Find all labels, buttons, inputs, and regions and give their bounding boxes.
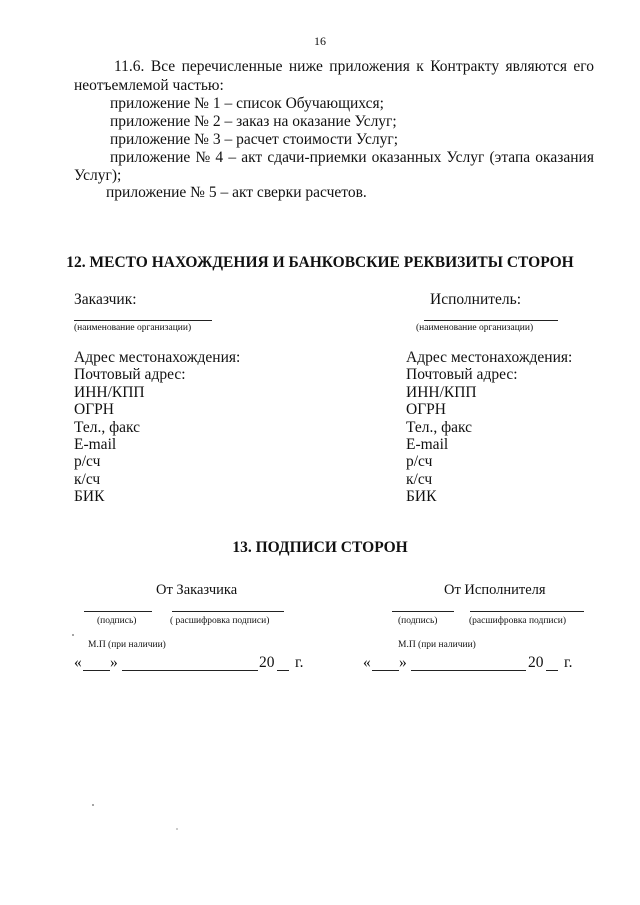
- clause-11-6-line1: [114, 58, 594, 76]
- field-phone-fax: Тел., факс: [74, 418, 141, 436]
- contractor-requisites: [406, 349, 572, 506]
- field-settlement-account: р/сч: [74, 453, 101, 471]
- scan-speck: [92, 804, 94, 806]
- scan-speck: [72, 634, 74, 636]
- word: №: [195, 149, 211, 166]
- customer-decode-caption: ( расшифровка подписи): [170, 616, 270, 626]
- appendix-item-4-cont: Услуг);: [74, 167, 122, 184]
- contractor-year-suffix: г.: [564, 654, 573, 671]
- customer-org-line: [74, 320, 212, 321]
- word: Услуг: [446, 149, 485, 166]
- customer-signature-caption: (подпись): [97, 616, 137, 626]
- word: оказанных: [371, 149, 442, 166]
- contractor-month-line: [411, 670, 526, 671]
- field-postal: Почтовый адрес:: [406, 366, 518, 384]
- contractor-stamp-caption: М.П (при наличии): [398, 640, 476, 650]
- from-customer-label: От Заказчика: [156, 582, 238, 598]
- appendix-item-5: приложение № 5 – акт сверки расчетов.: [106, 184, 367, 201]
- contractor-label: Исполнитель:: [430, 291, 522, 308]
- word: 11.6.: [114, 58, 145, 75]
- field-inn-kpp: ИНН/КПП: [406, 383, 477, 401]
- word: приложения: [329, 58, 410, 75]
- word: акт: [241, 149, 263, 166]
- appendix-item-2: приложение № 2 – заказ на оказание Услуг;: [110, 113, 397, 130]
- contractor-signature-line: [392, 611, 454, 612]
- field-correspondent-account: к/сч: [74, 470, 101, 488]
- customer-org-caption: (наименование организации): [74, 323, 192, 333]
- field-ogrn: ОГРН: [406, 401, 446, 419]
- section-12-heading: 12. МЕСТО НАХОЖДЕНИЯ И БАНКОВСКИЕ РЕКВИЗИТЫ СТОРОН: [66, 254, 574, 271]
- contractor-day-line: [372, 670, 399, 671]
- contractor-date-close-quote: »: [399, 654, 407, 671]
- appendix-item-3: приложение № 3 – расчет стоимости Услуг;: [110, 131, 399, 148]
- field-email: E-mail: [406, 436, 449, 454]
- word: 4: [215, 149, 224, 166]
- word: Контракту: [430, 58, 500, 75]
- field-bik: БИК: [406, 488, 437, 506]
- from-contractor-label: От Исполнителя: [444, 582, 546, 598]
- field-inn-kpp: ИНН/КПП: [74, 383, 145, 401]
- customer-date-open-quote: «: [74, 654, 82, 671]
- contractor-org-line: [424, 320, 558, 321]
- word: (этапа: [489, 149, 531, 166]
- word: его: [573, 58, 594, 75]
- customer-stamp-caption: М.П (при наличии): [88, 640, 166, 650]
- contractor-signature-caption: (подпись): [398, 616, 438, 626]
- page-number: 16: [314, 34, 326, 48]
- field-postal: Почтовый адрес:: [74, 366, 186, 384]
- contractor-org-caption: (наименование организации): [416, 323, 534, 333]
- field-phone-fax: Тел., факс: [406, 418, 473, 436]
- customer-year-suffix: г.: [295, 654, 304, 671]
- appendix-item-4: [110, 149, 594, 167]
- word: к: [416, 58, 424, 75]
- field-correspondent-account: к/сч: [406, 470, 433, 488]
- contractor-decode-line: [470, 611, 584, 612]
- word: оказания: [535, 149, 594, 166]
- field-address: Адрес местонахождения:: [74, 349, 241, 366]
- scan-speck: [176, 828, 178, 830]
- contractor-year-prefix: 20: [528, 654, 544, 671]
- contractor-decode-caption: (расшифровка подписи): [469, 616, 566, 626]
- customer-label: Заказчик:: [74, 291, 137, 308]
- field-ogrn: ОГРН: [74, 401, 114, 419]
- appendix-item-1: приложение № 1 – список Обучающихся;: [110, 95, 384, 112]
- customer-decode-line: [172, 611, 284, 612]
- word: сдачи-приемки: [267, 149, 367, 166]
- customer-date-close-quote: »: [110, 654, 118, 671]
- word: являются: [505, 58, 567, 75]
- customer-year-prefix: 20: [259, 654, 275, 671]
- customer-day-line: [83, 670, 110, 671]
- customer-signature-line: [84, 611, 152, 612]
- contractor-date-open-quote: «: [363, 654, 371, 671]
- field-bik: БИК: [74, 488, 105, 506]
- field-settlement-account: р/сч: [406, 453, 433, 471]
- word: перечисленные: [181, 58, 283, 75]
- word: Все: [150, 58, 176, 75]
- customer-year-line: [277, 670, 289, 671]
- customer-requisites: [74, 349, 240, 506]
- clause-11-6-line2: неотъемлемой частью:: [74, 77, 224, 94]
- contractor-year-line: [546, 670, 558, 671]
- word: –: [228, 149, 237, 166]
- section-13-heading: 13. ПОДПИСИ СТОРОН: [232, 539, 408, 556]
- field-email: E-mail: [74, 436, 117, 454]
- word: ниже: [288, 58, 323, 75]
- word: приложение: [110, 149, 191, 166]
- field-address: Адрес местонахождения:: [406, 349, 573, 366]
- customer-month-line: [122, 670, 258, 671]
